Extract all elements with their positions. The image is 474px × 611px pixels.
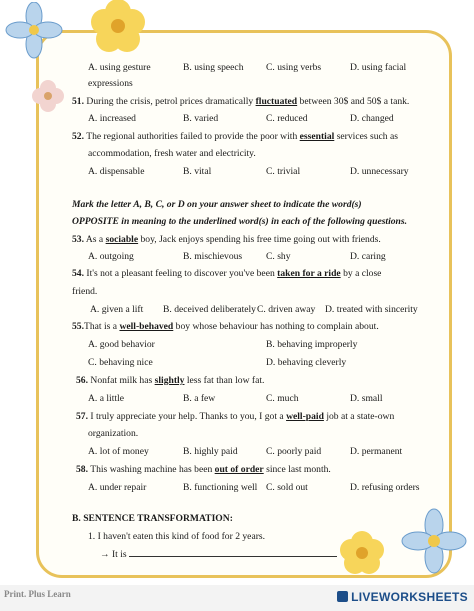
q58-option-b[interactable]: B. functioning well [183,482,258,493]
liveworksheets-icon [337,591,348,602]
q54-question [72,268,381,279]
q54-underlined-word: taken for a ride [277,268,341,279]
instruction-line2: OPPOSITE in meaning to the underlined word(s) in each of the following questions. [72,216,408,227]
q53-option-d[interactable]: D. caring [350,251,386,262]
q51-number: 51. [72,96,84,107]
q53-underlined-word: sociable [105,234,139,245]
q51-option-d[interactable]: D. changed [350,113,394,124]
q53-text-pre: As a [85,234,106,245]
q56-text-post: less fat than low fat. [184,375,265,386]
q52-number: 52. [72,131,84,142]
q58-underlined-word: out of order [214,464,264,475]
q56-number: 56. [76,375,88,386]
q55-underlined-word: well-behaved [119,321,174,332]
q54-line2: friend. [72,286,98,297]
q57-option-b[interactable]: B. highly paid [183,446,238,457]
q56-option-d[interactable]: D. small [350,393,383,404]
q50-option-b[interactable]: B. using speech [183,62,244,73]
q55-number: 55. [72,321,84,332]
q53-option-a[interactable]: A. outgoing [88,251,134,262]
q58-option-d[interactable]: D. refusing orders [350,482,420,493]
q54-text-post: by a close [340,268,382,279]
section-b-q1-answer [100,548,337,560]
instruction-line1: Mark the letter A, B, C, or D on your answer sheet to indicate the word(s) [72,199,362,210]
q52-question [72,131,398,142]
q53-text-post: boy, Jack enjoys spending his free time going out with friends. [138,234,381,245]
q58-text-pre: This washing machine has been [90,464,215,475]
q56-underlined-word: slightly [154,375,185,386]
q56-option-c[interactable]: C. much [266,393,299,404]
q58-text-post: since last month. [263,464,331,475]
answer-input-blank[interactable] [129,548,337,557]
q51-underlined-word: fluctuated [255,96,298,107]
q51-option-b[interactable]: B. varied [183,113,219,124]
q52-option-d[interactable]: D. unnecessary [350,166,409,177]
q56-option-b[interactable]: B. a few [183,393,216,404]
print-label[interactable]: Print. Plus Learn [4,589,71,599]
q57-underlined-word: well-paid [286,411,324,422]
q55-option-b[interactable]: B. behaving improperly [266,339,358,350]
q55-text-pre: That is a [84,321,120,332]
q53-question [72,234,381,245]
q52-option-b[interactable]: B. vital [183,166,212,177]
liveworksheets-brand: LIVEWORKSHEETS [351,590,468,604]
q52-text-post: services such as [334,131,398,142]
q50-option-d-cont: expressions [88,78,133,89]
q54-text-pre: It's not a pleasant feeling to discover you've been [86,268,278,279]
q56-question [76,375,264,386]
q52-text-pre: The regional authorities failed to provide the poor with [86,131,300,142]
q57-question [76,411,394,422]
q51-option-a[interactable]: A. increased [88,113,136,124]
q52-underlined-word: essential [299,131,335,142]
q51-text-pre: During the crisis, petrol prices dramatically [86,96,256,107]
q51-text-post: between 30$ and 50$ a tank. [297,96,410,107]
q56-text-pre: Nonfat milk has [90,375,155,386]
q57-option-d[interactable]: D. permanent [350,446,403,457]
liveworksheets-logo [337,590,468,604]
q56-option-a[interactable]: A. a little [88,393,124,404]
q58-question [76,464,331,475]
q57-text-post: job at a state-own [323,411,395,422]
q54-number: 54. [72,268,84,279]
q55-question [72,321,379,332]
q54-option-a[interactable]: A. given a lift [90,304,144,315]
q55-option-c[interactable]: C. behaving nice [88,357,153,368]
q52-line2: accommodation, fresh water and electricity. [88,148,256,159]
q55-option-d[interactable]: D. behaving cleverly [266,357,347,368]
q53-option-c[interactable]: C. shy [266,251,291,262]
q54-option-c[interactable]: C. driven away [257,304,316,315]
q51-option-c[interactable]: C. reduced [266,113,308,124]
q55-text-post: boy whose behaviour has nothing to complain about. [173,321,379,332]
q52-option-a[interactable]: A. dispensable [88,166,145,177]
q52-option-c[interactable]: C. trivial [266,166,301,177]
q57-text-pre: I truly appreciate your help. Thanks to you, I got a [90,411,287,422]
q57-line2: organization. [88,428,139,439]
q54-option-b[interactable]: B. deceived deliberately [163,304,256,315]
q50-option-d[interactable]: D. using facial [350,62,407,73]
q57-option-a[interactable]: A. lot of money [88,446,149,457]
q50-option-c[interactable]: C. using verbs [266,62,322,73]
q50-option-a[interactable]: A. using gesture [88,62,151,73]
q57-option-c[interactable]: C. poorly paid [266,446,322,457]
section-b-q1: 1. I haven't eaten this kind of food for 2 years. [88,531,266,542]
section-b-title: B. SENTENCE TRANSFORMATION: [72,513,233,524]
q54-option-d[interactable]: D. treated with sincerity [325,304,418,315]
q58-option-c[interactable]: C. sold out [266,482,308,493]
q51-question [72,96,409,107]
section-b-q1-answer-prefix: → It is [100,549,130,560]
q55-option-a[interactable]: A. good behavior [88,339,155,350]
q53-number: 53. [72,234,84,245]
q53-option-b[interactable]: B. mischievous [183,251,243,262]
q58-number: 58. [76,464,88,475]
q58-option-a[interactable]: A. under repair [88,482,147,493]
q57-number: 57. [76,411,88,422]
